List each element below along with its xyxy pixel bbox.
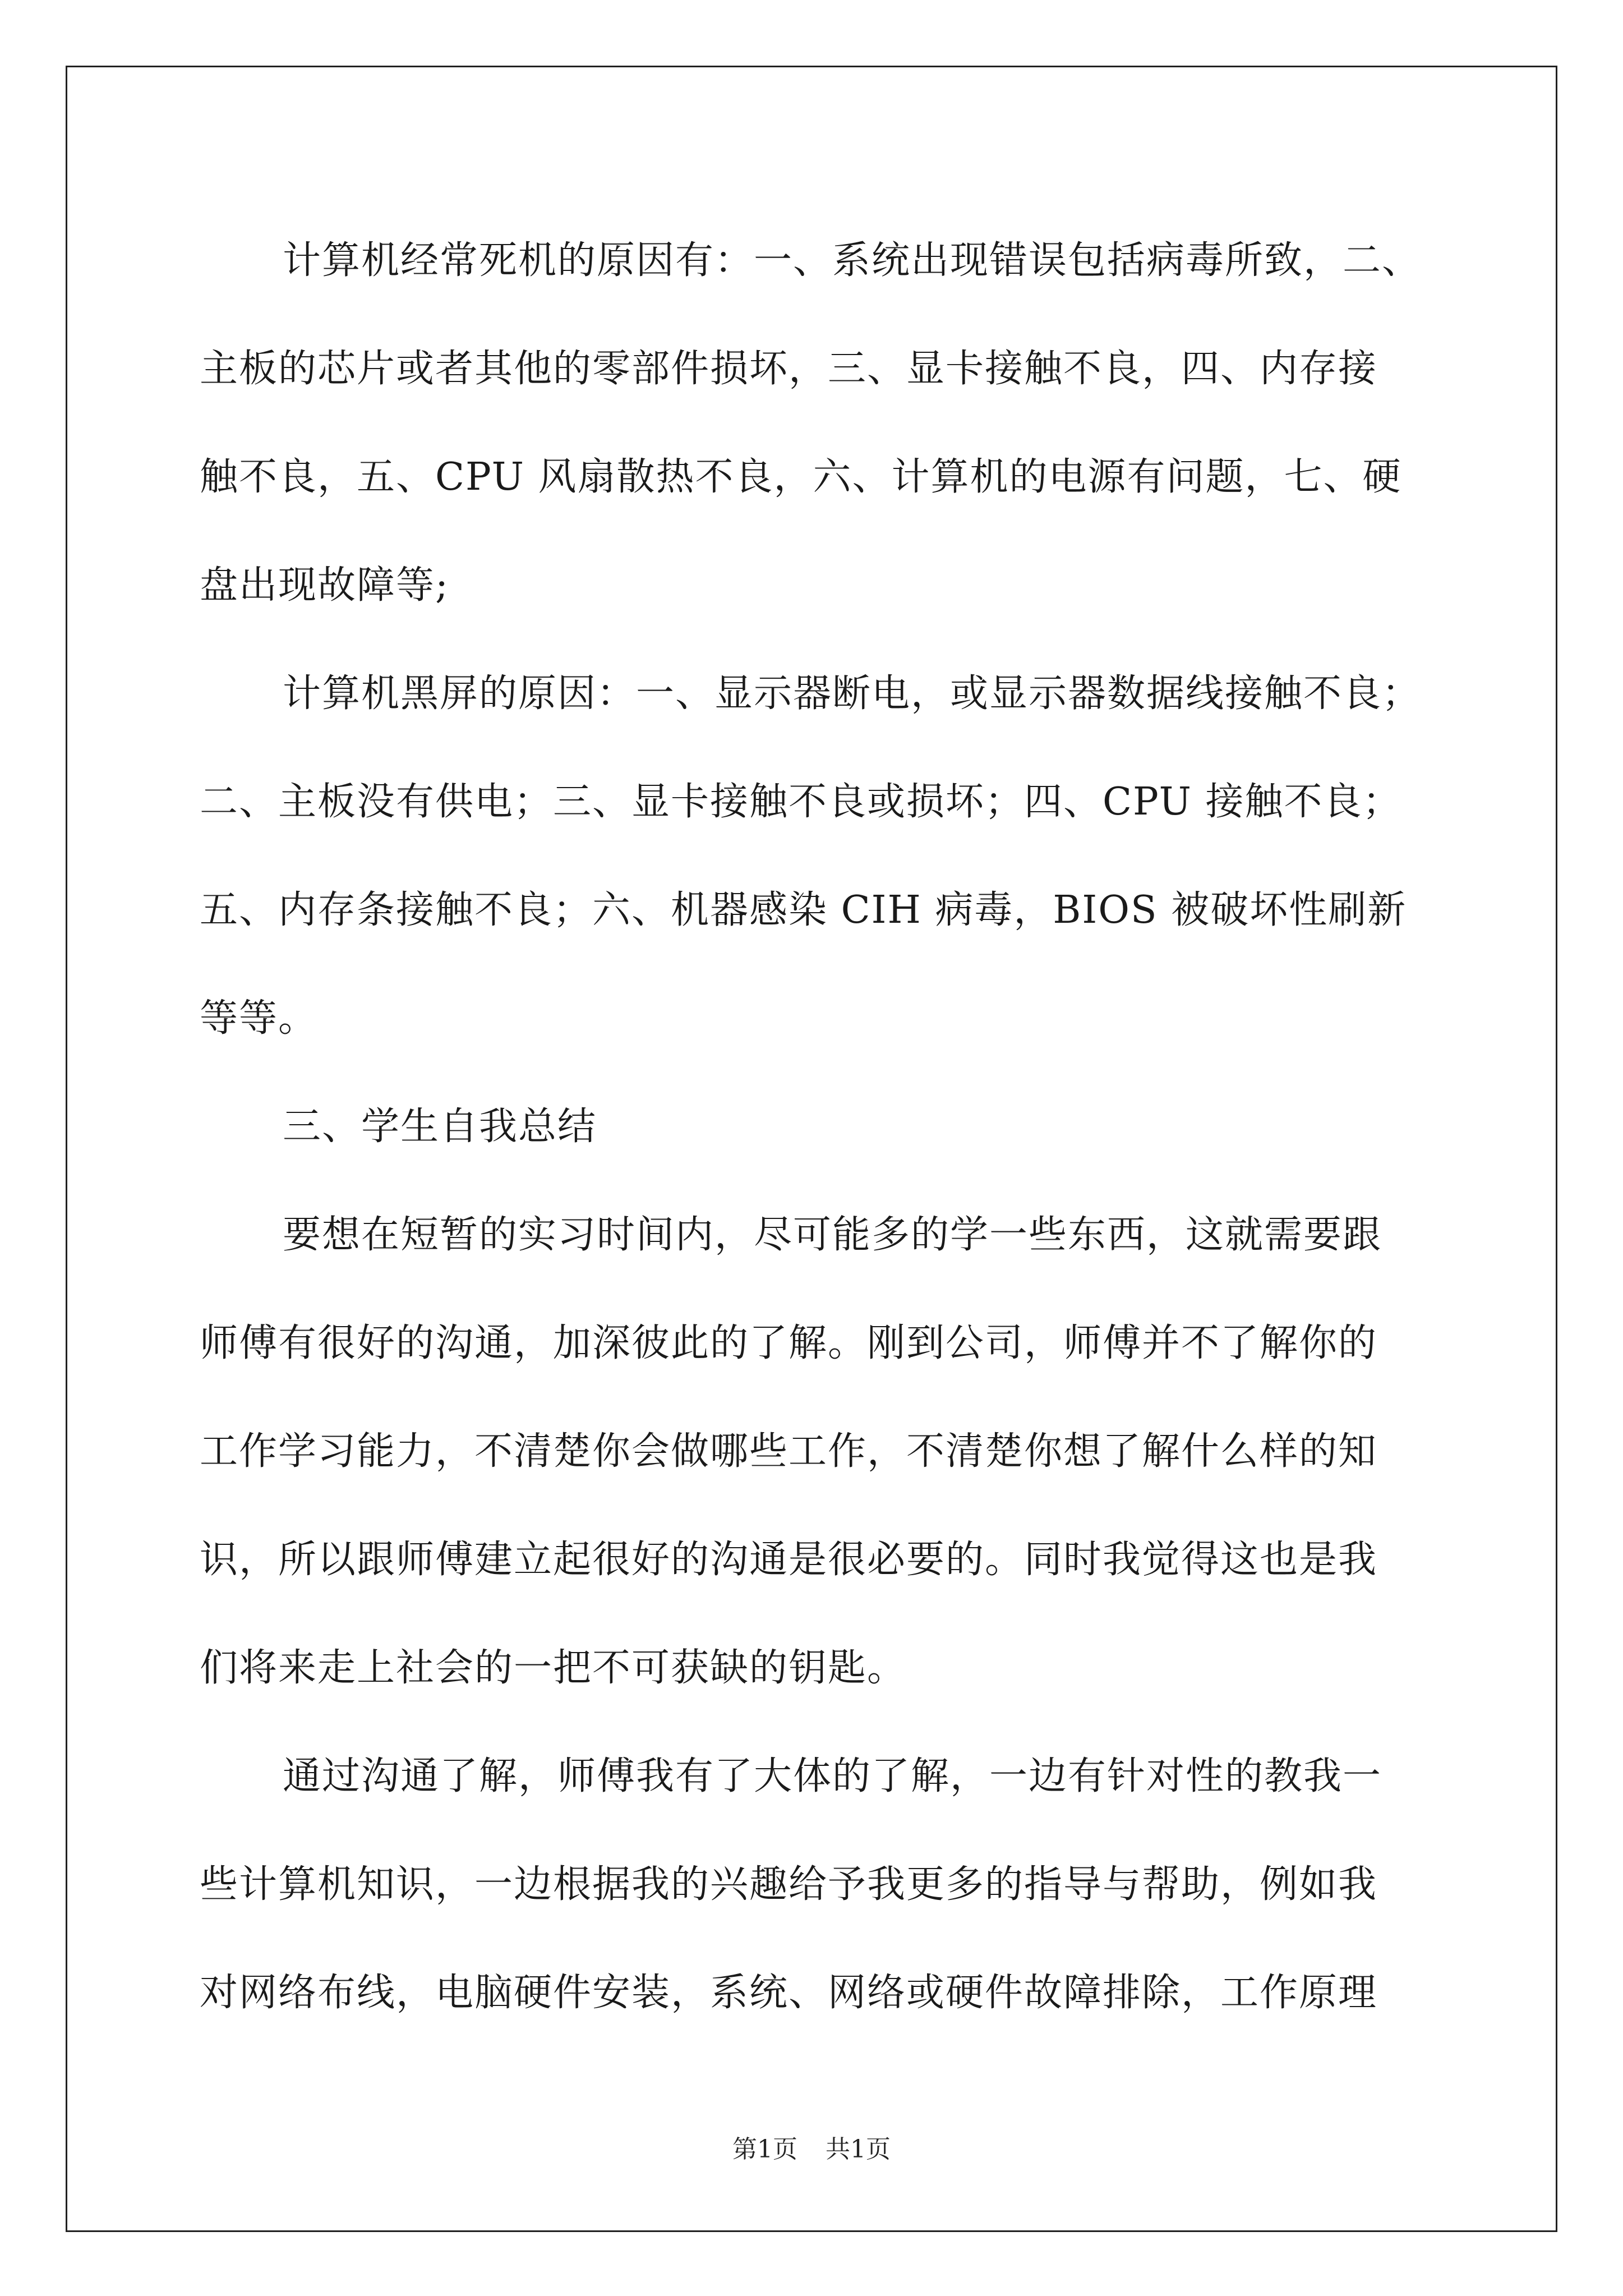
document-body [200, 206, 1432, 2047]
paragraph-black-screen-causes: 计算机黑屏的原因：一、显示器断电，或显示器数据线接触不良； 二、主板没有供电；三、显卡接触不良或损坏；四、CPU 接触不良； 五、内存条接触不良；六、机器感染 CIH 病毒，BIOS 被破坏性刷新 等等。 [200, 671, 1422, 1041]
paragraph-communication: 要想在短暂的实习时间内，尽可能多的学一些东西，这就需要跟 师傅有很好的沟通，加深彼此的了解。刚到公司，师傅并不了解你的 工作学习能力，不清楚你会做哪些工作，不清楚你想了解什么样的知 识，所以跟师傅建立起很好的沟通是很必要的。同时我觉得这也是我 们将来走上社会的一把不可获缺的钥匙。 [200, 1213, 1382, 1690]
paragraph-learning: 通过沟通了解，师傅我有了大体的了解，一边有针对性的教我一 些计算机知识，一边根据我的兴趣给予我更多的指导与帮助，例如我 对网络布线，电脑硬件安装，系统、网络或硬件故障排除，工作原理 [200, 1754, 1382, 2015]
section-heading: 三、学生自我总结 [283, 1105, 597, 1149]
page-footer [0, 2129, 1623, 2165]
page-number: 第1页 [732, 2135, 797, 2164]
paragraph-crash-causes: 计算机经常死机的原因有：一、系统出现错误包括病毒所致，二、 主板的芯片或者其他的零部件损坏，三、显卡接触不良，四、内存接 触不良，五、CPU 风扇散热不良，六、计算机的电源有问题，七、硬 盘出现故障等; [200, 238, 1422, 608]
page-total: 共1页 [826, 2135, 891, 2164]
